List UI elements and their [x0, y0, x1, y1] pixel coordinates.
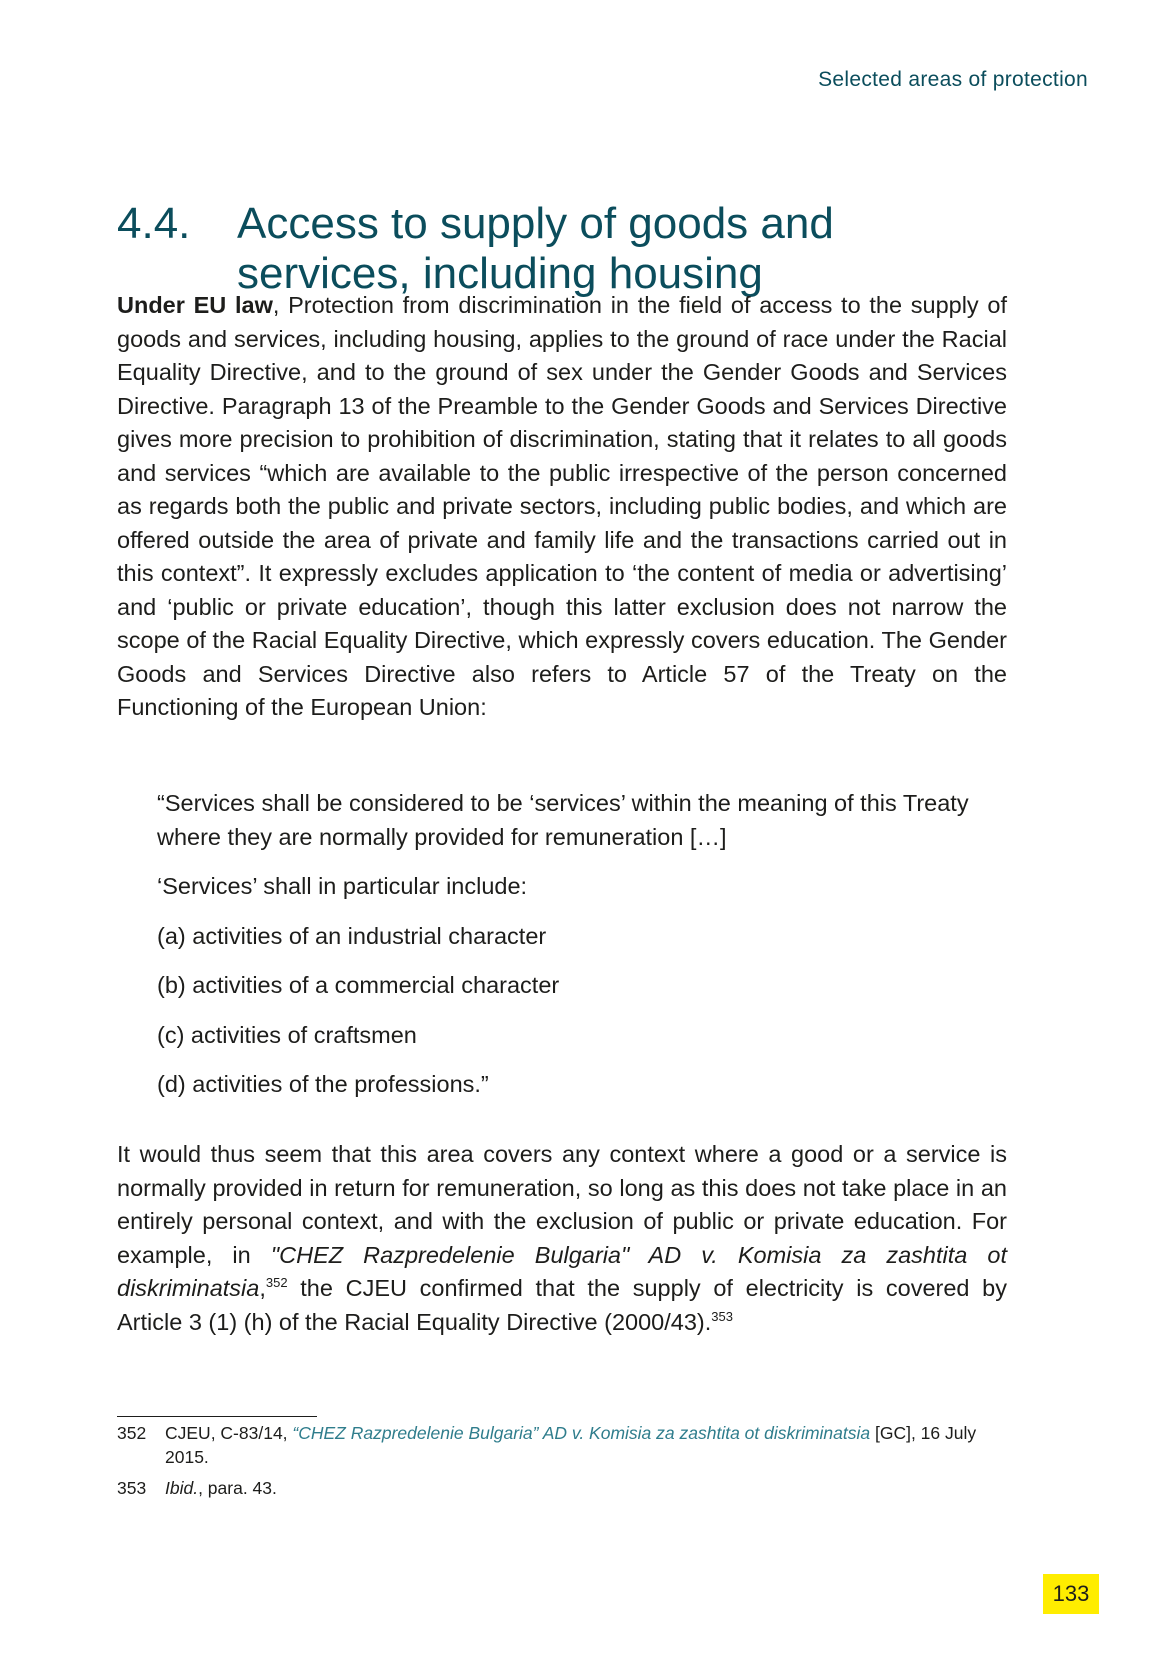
footnote-ref-352[interactable]: 352 [265, 1275, 288, 1291]
case-link[interactable]: “CHEZ Razpredelenie Bulgaria” AD v. Komisia za zashtita ot diskriminatsia [292, 1423, 871, 1443]
footnote-suffix: [GC], 16 July 2015. [165, 1423, 977, 1467]
footnote-divider [117, 1416, 317, 1417]
footnote-suffix: , para. 43. [198, 1478, 277, 1498]
footnote-prefix: CJEU, C-83/14, [165, 1423, 293, 1443]
section-title: Access to supply of goods and services, including housing [237, 199, 834, 299]
page-number: 133 [1043, 1574, 1099, 1614]
conclusion-paragraph [117, 1138, 1007, 1339]
footnote-number: 352 [117, 1423, 147, 1443]
conclusion-text-before: It would thus seem that this area covers any context where a good or a service is normally provided in return for remuneration, so long as this does not take place in an entirely personal context, and with the exclusion of public or private education. For example, in [117, 1141, 1007, 1268]
quote-line: “Services shall be considered to be ‘services’ within the meaning of this Treaty where they are normally provided for remuneration […] [157, 790, 969, 850]
section-heading [117, 199, 1017, 299]
case-name: "CHEZ Razpredelenie Bulgaria" AD v. Komisia za zashtita ot diskriminatsia [117, 1241, 1008, 1301]
intro-paragraph [117, 289, 1007, 725]
section-number: 4.4. [117, 199, 191, 249]
treaty-quote [157, 787, 1007, 1118]
quote-line: ‘Services’ shall in particular include: [157, 873, 528, 899]
footnote-ref-353[interactable]: 353 [711, 1308, 733, 1324]
quote-line: (c) activities of craftsmen [157, 1021, 417, 1048]
footnote-353 [117, 1476, 1007, 1500]
footnotes [117, 1421, 1007, 1507]
conclusion-text-after: the CJEU confirmed that the supply of electricity is covered by Article 3 (1) (h) of the Racial Equality Directive (2000/43). [117, 1275, 1007, 1335]
footnote-352 [117, 1421, 1007, 1469]
intro-lead: Under EU law [117, 292, 273, 318]
quote-line: (d) activities of the professions.” [157, 1071, 489, 1097]
quote-line: (a) activities of an industrial character [157, 922, 547, 949]
intro-text: , Protection from discrimination in the field of access to the supply of goods and services, including housing, applies to the ground of race under the Racial Equality Directive, and to the ground of sex under the Gender Goods and Services Directive. Paragraph 13 of the Preamble to the Gender Goods and Services Directive gives more precision to prohibition of discrimination, stating that it relates to all goods and services “which are available to the public irrespective of the person concerned as regards both the public and private sectors, including public bodies, and which are offered outside the area of private and family life and the transactions carried out in this context”. It expressly excludes application to ‘the content of media or advertising’ and ‘public or private education’, though this latter exclusion does not narrow the scope of the Racial Equality Directive, which expressly covers education. The Gender Goods and Services Directive also refers to Article 57 of the Treaty on the Functioning of the European Union: [117, 292, 1007, 720]
running-head: Selected areas of protection [818, 68, 1088, 91]
case-comma: , [259, 1275, 266, 1301]
footnote-number: 353 [117, 1478, 147, 1498]
footnote-ibid: Ibid. [165, 1478, 199, 1498]
quote-line: (b) activities of a commercial character [157, 972, 560, 998]
